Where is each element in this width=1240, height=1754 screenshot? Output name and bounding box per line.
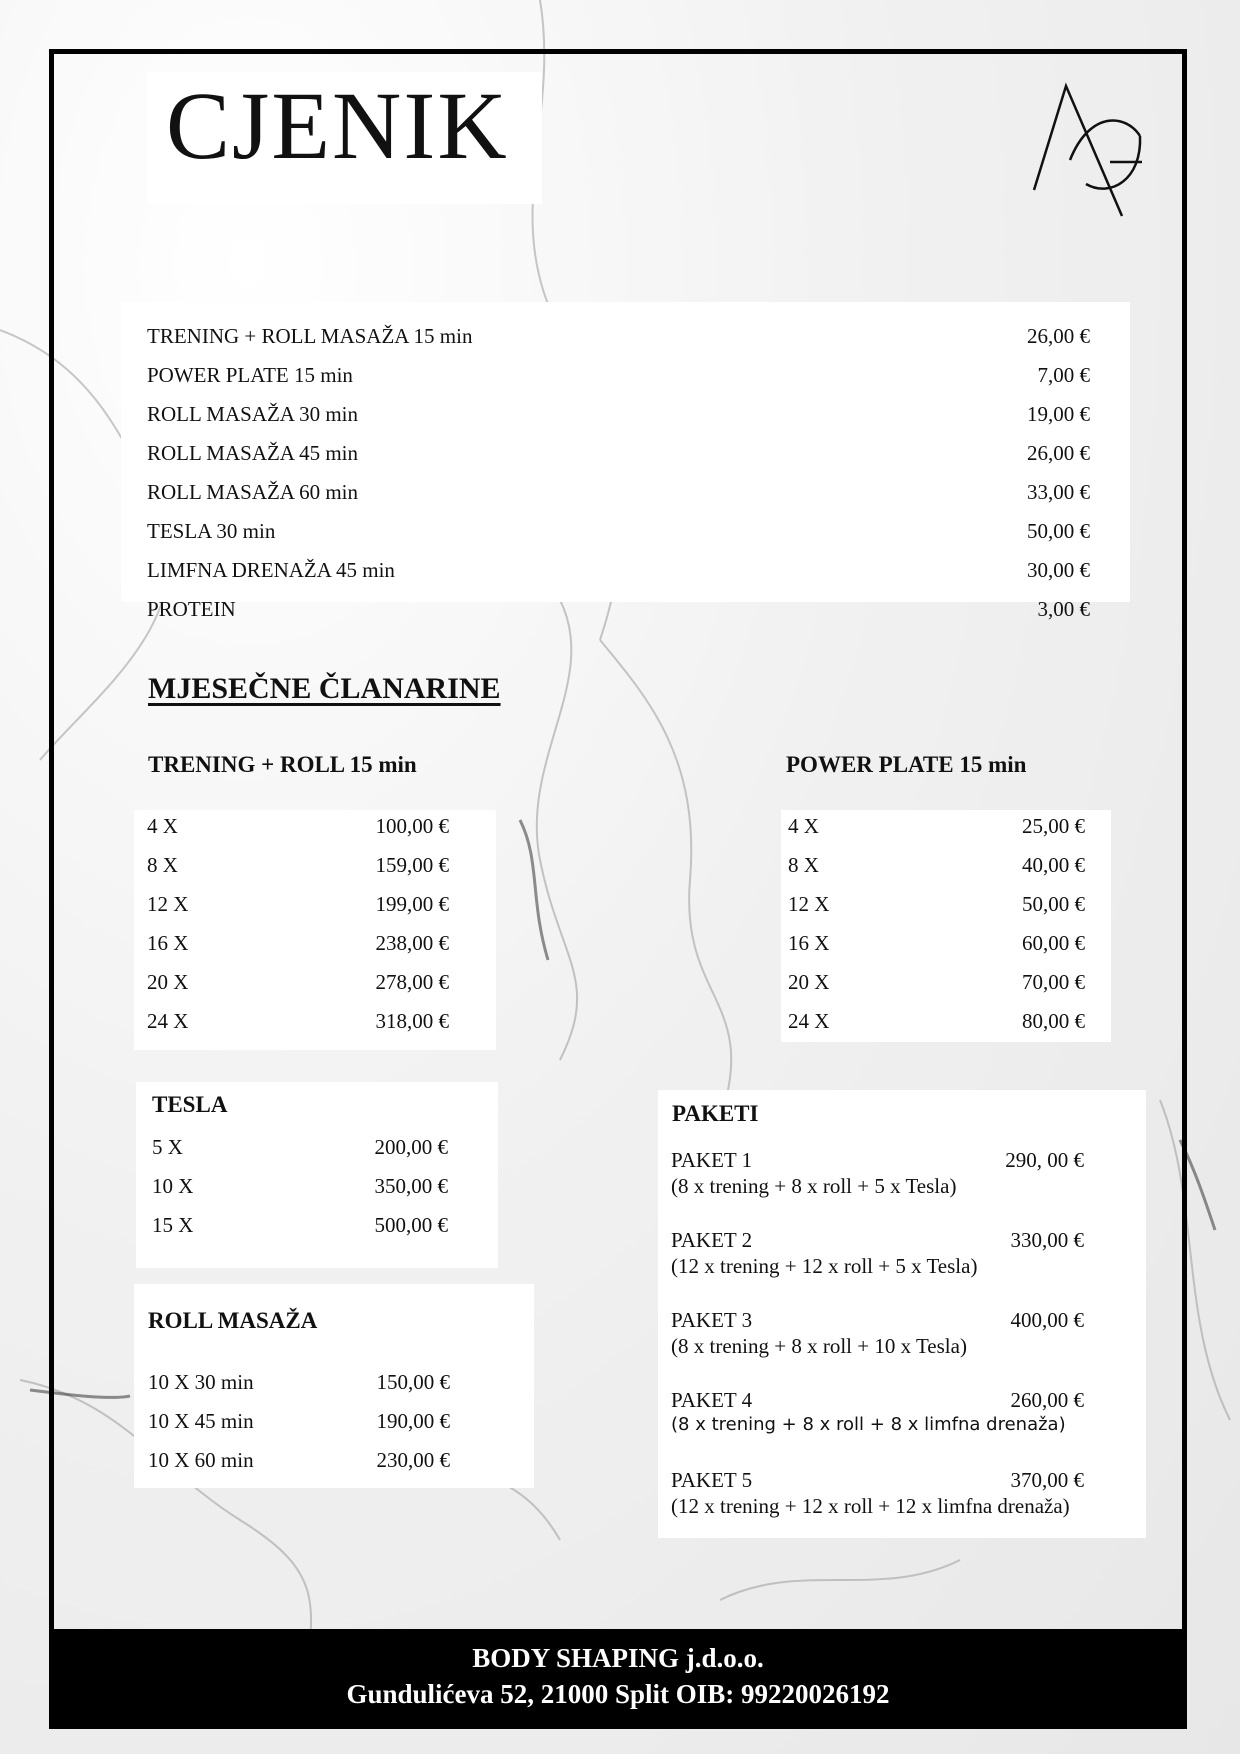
paket-name: PAKET 2: [671, 1228, 753, 1252]
roll-masaza-row-price: 190,00 €: [376, 1409, 450, 1433]
service-price: 26,00 €: [1027, 441, 1090, 465]
trening-roll-row-price: 159,00 €: [375, 853, 449, 877]
power-plate-row-price: 70,00 €: [1022, 970, 1085, 994]
trening-roll-row-price: 238,00 €: [375, 931, 449, 955]
service-price: 30,00 €: [1027, 558, 1090, 582]
paket-price: 370,00 €: [1010, 1468, 1084, 1492]
service-price: 3,00 €: [1037, 597, 1090, 621]
trening-roll-row-qty: 24 X: [147, 1009, 189, 1033]
power-plate-row-qty: 8 X: [788, 853, 819, 877]
power-plate-panel: [781, 810, 1111, 1042]
roll-masaza-row-price: 230,00 €: [376, 1448, 450, 1472]
trening-roll-row-qty: 20 X: [147, 970, 189, 994]
power-plate-row-price: 50,00 €: [1022, 892, 1085, 916]
tesla-row-qty: 10 X: [152, 1174, 194, 1198]
service-name: LIMFNA DRENAŽA 45 min: [147, 558, 395, 582]
service-price: 26,00 €: [1027, 324, 1090, 348]
tesla-row-qty: 15 X: [152, 1213, 194, 1237]
roll-masaza-row-qty: 10 X 45 min: [148, 1409, 254, 1433]
service-price: 33,00 €: [1027, 480, 1090, 504]
paket-description: (8 x trening + 8 x roll + 8 x limfna drenaža): [671, 1414, 1066, 1435]
paket-description: (12 x trening + 12 x roll + 12 x limfna drenaža): [671, 1494, 1070, 1518]
power-plate-row-price: 80,00 €: [1022, 1009, 1085, 1033]
paket-description: (12 x trening + 12 x roll + 5 x Tesla): [671, 1254, 978, 1278]
company-name: BODY SHAPING j.d.o.o.: [472, 1643, 764, 1673]
power-plate-row-qty: 12 X: [788, 892, 830, 916]
service-price: 50,00 €: [1027, 519, 1090, 543]
roll-masaza-row-qty: 10 X 30 min: [148, 1370, 254, 1394]
tesla-heading: TESLA: [152, 1092, 228, 1117]
tesla-row-price: 200,00 €: [374, 1135, 448, 1159]
paket-price: 330,00 €: [1010, 1228, 1084, 1252]
tesla-row-price: 500,00 €: [374, 1213, 448, 1237]
paket-price: 260,00 €: [1010, 1388, 1084, 1412]
trening-roll-row-qty: 12 X: [147, 892, 189, 916]
service-name: ROLL MASAŽA 60 min: [147, 480, 358, 504]
company-address: Gundulićeva 52, 21000 Split OIB: 99220026192: [346, 1679, 890, 1709]
footer: [49, 1629, 1187, 1729]
service-name: PROTEIN: [147, 597, 236, 621]
power-plate-row-qty: 4 X: [788, 814, 819, 838]
trening-roll-row-qty: 16 X: [147, 931, 189, 955]
service-name: TESLA 30 min: [147, 519, 276, 543]
power-plate-row-qty: 20 X: [788, 970, 830, 994]
ag-logo: [1030, 80, 1152, 222]
service-name: ROLL MASAŽA 30 min: [147, 402, 358, 426]
power-plate-row-qty: 16 X: [788, 931, 830, 955]
trening-roll-row-qty: 8 X: [147, 853, 178, 877]
paket-name: PAKET 5: [671, 1468, 753, 1492]
service-name: ROLL MASAŽA 45 min: [147, 441, 358, 465]
paketi-heading: PAKETI: [672, 1101, 759, 1126]
trening-roll-heading: TRENING + ROLL 15 min: [148, 752, 417, 777]
power-plate-row-price: 25,00 €: [1022, 814, 1085, 838]
trening-roll-row-price: 278,00 €: [375, 970, 449, 994]
roll-masaza-heading: ROLL MASAŽA: [148, 1308, 318, 1333]
roll-masaza-row-qty: 10 X 60 min: [148, 1448, 254, 1472]
paket-name: PAKET 4: [671, 1388, 753, 1412]
power-plate-row-price: 40,00 €: [1022, 853, 1085, 877]
service-name: TRENING + ROLL MASAŽA 15 min: [147, 324, 473, 348]
power-plate-heading: POWER PLATE 15 min: [786, 752, 1027, 777]
page-title: CJENIK: [166, 72, 509, 179]
power-plate-row-price: 60,00 €: [1022, 931, 1085, 955]
paket-description: (8 x trening + 8 x roll + 5 x Tesla): [671, 1174, 957, 1198]
power-plate-row-qty: 24 X: [788, 1009, 830, 1033]
trening-roll-row-price: 100,00 €: [375, 814, 449, 838]
memberships-heading: MJESEČNE ČLANARINE: [148, 672, 501, 705]
paket-name: PAKET 3: [671, 1308, 753, 1332]
paket-price: 400,00 €: [1010, 1308, 1084, 1332]
service-price: 19,00 €: [1027, 402, 1090, 426]
paket-description: (8 x trening + 8 x roll + 10 x Tesla): [671, 1334, 967, 1358]
paket-name: PAKET 1: [671, 1148, 753, 1172]
trening-roll-row-qty: 4 X: [147, 814, 178, 838]
paket-price: 290, 00 €: [1005, 1148, 1084, 1172]
service-price: 7,00 €: [1037, 363, 1090, 387]
roll-masaza-row-price: 150,00 €: [376, 1370, 450, 1394]
service-name: POWER PLATE 15 min: [147, 363, 353, 387]
trening-roll-row-price: 199,00 €: [375, 892, 449, 916]
trening-roll-row-price: 318,00 €: [375, 1009, 449, 1033]
tesla-row-price: 350,00 €: [374, 1174, 448, 1198]
tesla-row-qty: 5 X: [152, 1135, 183, 1159]
